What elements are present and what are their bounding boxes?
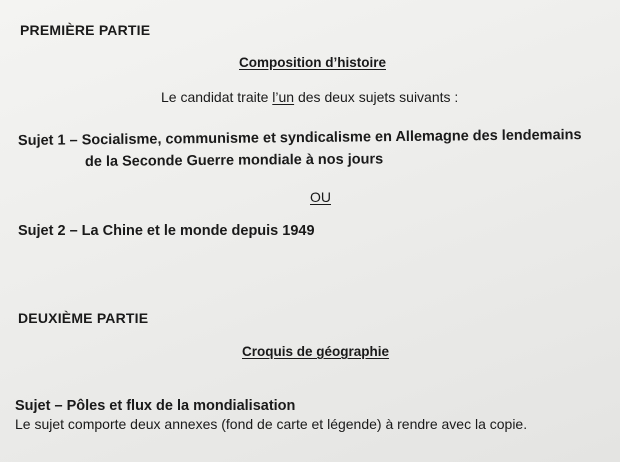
subject1-line1: Sujet 1 – Socialisme, communisme et syndicalisme en Allemagne des lendemains	[17, 127, 582, 149]
instruction-emphasis: l’un	[272, 89, 295, 105]
part2-note: Le sujet comporte deux annexes (fond de carte et légende) à rendre avec la copie.	[15, 416, 528, 432]
or-separator: OU	[310, 189, 331, 205]
part1-heading: PREMIÈRE PARTIE	[20, 22, 151, 38]
part2-heading: DEUXIÈME PARTIE	[18, 310, 149, 326]
part2-section-title: Croquis de géographie	[242, 344, 390, 359]
part2-subject: Sujet – Pôles et flux de la mondialisation	[15, 398, 296, 414]
subject2: Sujet 2 – La Chine et le monde depuis 1949	[18, 223, 315, 239]
instruction-text-before: Le candidat traite	[161, 89, 273, 105]
subject1-line2: de la Seconde Guerre mondiale à nos jours	[84, 151, 384, 170]
part1-section-title: Composition d’histoire	[239, 55, 386, 70]
part1-instruction	[161, 89, 458, 105]
instruction-text-after: des deux sujets suivants :	[294, 89, 459, 105]
